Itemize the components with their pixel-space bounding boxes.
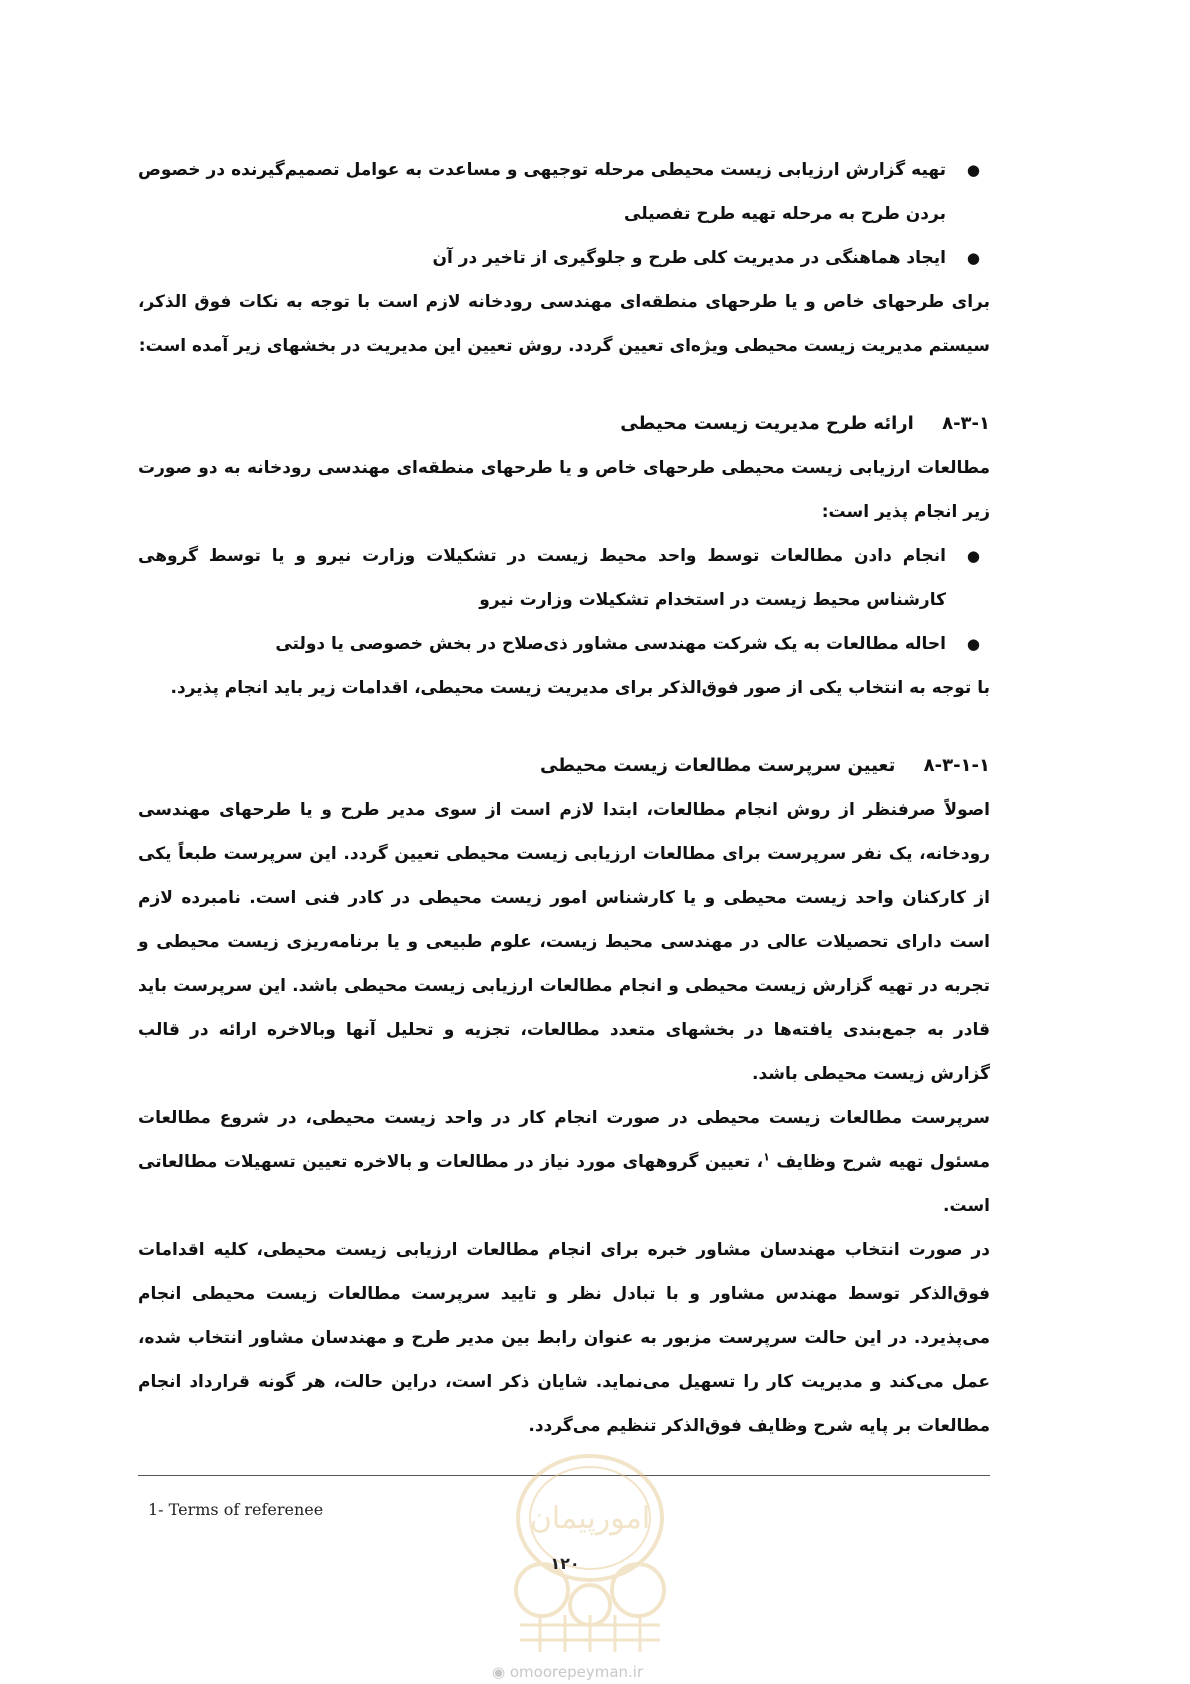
bullet-item: ● احاله مطالعات به یک شرکت مهندسی مشاور ذی‌صلاح در بخش خصوصی یا دولتی — [138, 622, 990, 666]
paragraph: در صورت انتخاب مهندسان مشاور خبره برای انجام مطالعات ارزیابی زیست محیطی، کلیه اقدامات فوق‌الذکر توسط مهندس مشاور و با تبادل نظر و تایید سرپرست مطالعات زیست محیطی انجام می‌پذیرد. در این حالت سرپرست مزبور به عنوان رابط بین مدیر طرح و مهندسان مشاور انتخاب شده، عمل می‌کند و مدیریت کار را تسهیل می‌نماید. شایان ذکر است، دراین حالت، هر گونه قرارداد انجام مطالعات بر پایه شرح وظایف فوق‌الذکر تنظیم می‌گردد. — [138, 1240, 990, 1436]
watermark-logo — [480, 1440, 700, 1655]
paragraph-text: سرپرست مطالعات زیست محیطی در صورت انجام کار در واحد زیست محیطی، در شروع مطالعات مسئول تهیه شرح وظایف — [138, 1108, 991, 1172]
paragraph: اصولاً صرفنظر از روش انجام مطالعات، ابتدا لازم است از سوی مدیر طرح و یا طرحهای مهندسی رودخانه، یک نفر سرپرست برای مطالعات ارزیابی زیست محیطی تعیین گردد. این سرپرست طبعاً یکی از کارکنان واحد زیست محیطی و یا کارشناس امور زیست محیطی در کادر فنی است. نامبرده لازم است دارای تحصیلات عالی در مهندسی محیط زیست، علوم طبیعی و یا برنامه‌ریزی زیست محیطی و تجربه در تهیه گزارش زیست محیطی و انجام مطالعات ارزیابی زیست محیطی باشد. این سرپرست باید قادر به جمع‌بندی یافته‌ها در بخشهای متعدد مطالعات، تجزیه و تحلیل آنها وبالاخره ارائه در قالب گزارش زیست محیطی باشد. — [138, 800, 990, 1084]
page-number: ۱۲۰ — [550, 1554, 580, 1573]
paragraph: با توجه به انتخاب یکی از صور فوق‌الذکر برای مدیریت زیست محیطی، اقدامات زیر باید انجام پذیرد. — [170, 678, 990, 698]
footnote-reference[interactable]: ۱ — [763, 1150, 770, 1164]
watermark-lettering: امورپیمان — [529, 1501, 651, 1536]
section-number: ۸-۳-۱-۱ — [923, 755, 990, 776]
section-title: تعیین سرپرست مطالعات زیست محیطی — [539, 755, 896, 776]
watermark-site-text: omoorepeyman.ir — [509, 1663, 644, 1681]
paragraph — [138, 1096, 990, 1228]
section-heading — [138, 402, 990, 446]
main-content — [138, 148, 990, 1448]
section-title: ارائه طرح مدیریت زیست محیطی — [620, 413, 914, 434]
paragraph-text: ، تعیین گروههای مورد نیاز در مطالعات و بالاخره تعیین تسهیلات مطالعاتی است. — [138, 1152, 990, 1216]
subsection-heading — [138, 744, 990, 788]
intro-paragraph: برای طرحهای خاص و یا طرحهای منطقه‌ای مهندسی رودخانه لازم است با توجه به نکات فوق الذکر، سیستم مدیریت زیست محیطی ویژه‌ای تعیین گردد. روش تعیین این مدیریت در بخشهای زیر آمده است: — [138, 292, 990, 356]
bullet-item: ● انجام دادن مطالعات توسط واحد محیط زیست در تشکیلات وزارت نیرو و یا توسط گروهی کارشناس محیط زیست در استخدام تشکیلات وزارت نیرو — [138, 534, 990, 622]
watermark-site-icon: ◉ — [492, 1663, 506, 1681]
footnote: 1- Terms of referenee — [148, 1500, 324, 1519]
bullet-item: ● ایجاد هماهنگی در مدیریت کلی طرح و جلوگیری از تاخیر در آن — [138, 236, 990, 280]
bullet-item: ● تهیه گزارش ارزیابی زیست محیطی مرحله توجیهی و مساعدت به عوامل تصمیم‌گیرنده در خصوص بردن طرح به مرحله تهیه طرح تفصیلی — [138, 148, 990, 236]
section-number: ۸-۳-۱ — [942, 413, 990, 434]
paragraph: مطالعات ارزیابی زیست محیطی طرحهای خاص و یا طرحهای منطقه‌ای مهندسی رودخانه به دو صورت زیر انجام پذیر است: — [138, 458, 990, 522]
watermark-site — [492, 1663, 643, 1681]
